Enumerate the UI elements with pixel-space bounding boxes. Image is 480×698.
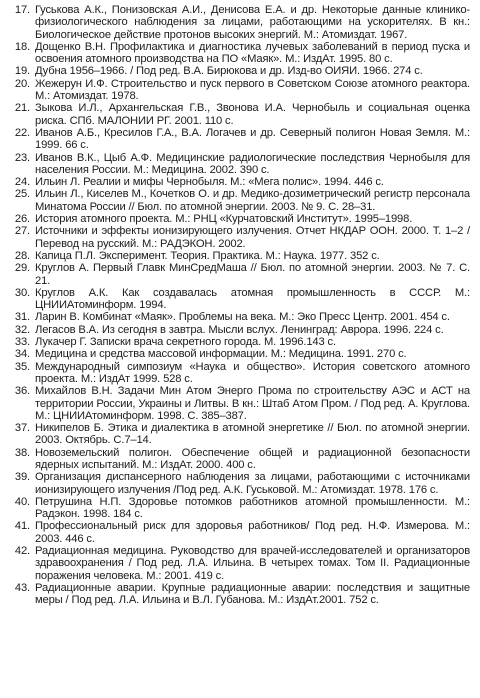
reference-text: Радиационная медицина. Руководство для врачей-исследователей и организаторов здравоохранения / Под ред. Л.А. Ильина. В четырех томах. Том II. Радиационные поражения человека. М.: 2001. 419 с.: [35, 545, 470, 582]
reference-item: [8, 4, 470, 41]
reference-item: [8, 422, 470, 447]
reference-item: [8, 496, 470, 521]
reference-number: 42.: [14, 545, 30, 558]
reference-number: 22.: [14, 126, 30, 139]
reference-item: [8, 336, 470, 348]
reference-text: Иванов В.К., Цыб А.Ф. Медицинские радиологические последствия Чернобыля для населения России. М.: Медицина. 2002. 390 с.: [35, 151, 470, 176]
reference-number: 35.: [14, 360, 30, 373]
reference-text: Жежерун И.Ф. Строительство и пуск первого в Советском Союзе атомного реактора. М.: Атомиздат. 1978.: [35, 77, 470, 103]
reference-text: Круглов А.К. Как создавалась атомная промышленность в СССР. М.: ЦНИИАтоминформ. 1994.: [35, 286, 470, 312]
reference-number: 36.: [14, 385, 30, 398]
reference-number: 29.: [14, 262, 30, 275]
reference-item: [8, 447, 470, 472]
reference-item: [8, 41, 470, 66]
reference-text: История атомного проекта. М.: РНЦ «Курчатовский Институт». 1995–1998.: [35, 213, 413, 226]
reference-item: [8, 385, 470, 422]
reference-item: [8, 250, 470, 262]
reference-item: [8, 348, 470, 360]
reference-number: 30.: [14, 286, 30, 299]
reference-text: Зыкова И.Л., Архангельская Г.В., Звонова И.А. Чернобыль и социальная оценка риска. СПб. МАЛОНИИ РГ. 2001. 110 с.: [35, 102, 470, 127]
reference-number: 31.: [14, 311, 30, 324]
reference-item: [8, 176, 470, 188]
reference-item: [8, 582, 470, 607]
reference-number: 24.: [14, 176, 30, 189]
reference-item: [8, 225, 470, 250]
reference-text: Источники и эффекты ионизирующего излучения. Отчет НКДАР ООН. 2000. Т. 1–2 / Перевод на русский. М.: РАДЭКОН. 2002.: [35, 225, 470, 250]
reference-item: [8, 287, 470, 312]
reference-number: 39.: [14, 471, 30, 484]
reference-number: 21.: [14, 102, 30, 115]
reference-text: Дощенко В.Н. Профилактика и диагностика лучевых заболеваний в период пуска и освоения атомного производства на ПО «Маяк». М.: ИздАт. 1995. 80 с.: [35, 40, 470, 66]
reference-text: Никипелов Б. Этика и диалектика в атомной энергетике // Бюл. по атомной энергии. 2003. Октябрь. С.7–14.: [35, 422, 470, 447]
reference-number: 33.: [14, 336, 30, 349]
reference-number: 41.: [14, 520, 30, 533]
reference-text: Радиационные аварии. Крупные радиационные аварии: последствия и защитные меры / Под ред. Л.А. Ильина и В.Л. Губанова. М.: ИздАт.2001. 752 с.: [35, 581, 470, 607]
reference-text: Капица П.Л. Эксперимент. Теория. Практика. М.: Наука. 1977. 352 с.: [35, 249, 380, 262]
reference-text: Петрушина Н.П. Здоровье потомков работников атомной промышленности. М.: Радэкон. 1998. 184 с.: [35, 495, 470, 521]
reference-text: Новоземельский полигон. Обеспечение общей и радиационной безопасности ядерных испытаний. М.: ИздАт. 2000. 400 с.: [35, 446, 470, 471]
reference-text: Дубна 1956–1966. / Под ред. В.А. Бирюкова и др. Изд-во ОИЯИ. 1966. 274 с.: [35, 65, 423, 78]
reference-text: Профессиональный риск для здоровья работников/ Под ред. Н.Ф. Измерова. М.: 2003. 446 с.: [35, 520, 470, 545]
reference-number: 28.: [14, 249, 30, 262]
reference-number: 18.: [14, 40, 30, 53]
reference-item: [8, 152, 470, 177]
reference-text: Иванов А.Б., Кресилов Г.А., В.А. Логачев и др. Северный полигон Новая Земля. М.: 1999. 66 с.: [35, 126, 470, 152]
reference-number: 27.: [14, 225, 30, 238]
reference-item: [8, 520, 470, 545]
reference-item: [8, 471, 470, 496]
reference-item: [8, 127, 470, 152]
reference-item: [8, 324, 470, 336]
reference-number: 43.: [14, 581, 30, 594]
reference-item: [8, 361, 470, 386]
reference-number: 23.: [14, 151, 30, 164]
reference-item: [8, 65, 470, 77]
reference-item: [8, 78, 470, 103]
reference-number: 40.: [14, 495, 30, 508]
reference-text: Международный симпозиум «Наука и общество». История советского атомного проекта. М.: ИздАт 1999. 528 с.: [35, 360, 470, 385]
reference-list: [8, 4, 470, 607]
reference-text: Легасов В.А. Из сегодня в завтра. Мысли вслух. Ленинград: Аврора. 1996. 224 с.: [35, 323, 444, 336]
reference-number: 32.: [14, 323, 30, 336]
reference-number: 37.: [14, 422, 30, 435]
reference-text: Михайлов В.Н. Задачи Мин Атом Энерго Прома по строительству АЭС и АСТ на территории России, Украины и Литвы. В кн.: Штаб Атом Пром. / Под ред. А. Круглова. М.: ЦНИИАтоминформ. 1998. С. 385–387.: [35, 385, 470, 422]
reference-number: 19.: [14, 65, 30, 78]
reference-text: Ларин В. Комбинат «Маяк». Проблемы на века. М.: Эко Пресс Центр. 2001. 454 с.: [35, 311, 450, 324]
reference-text: Медицина и средства массовой информации. М.: Медицина. 1991. 270 с.: [35, 348, 407, 361]
reference-text: Лукачер Г. Записки врача секретного города. М. 1996.143 с.: [35, 336, 336, 349]
reference-text: Организация диспансерного наблюдения за лицами, работающими с источниками ионизирующего излучения /Под ред. А.К. Гуськовой. М.: Атомиздат. 1978. 176 с.: [35, 471, 470, 496]
reference-item: [8, 262, 470, 287]
reference-item: [8, 102, 470, 127]
reference-text: Гуськова А.К., Понизовская А.И., Денисова Е.А. и др. Некоторые данные клинико-физиологического наблюдения за лицами, работающими на ускорителях. В кн.: Биологическое действие протонов высоких энергий. М.: Атомиздат. 1967.: [35, 4, 470, 41]
reference-item: [8, 311, 470, 323]
reference-text: Круглов А. Первый Главк МинСредМаша // Бюл. по атомной энергии. 2003. № 7. С. 21.: [35, 262, 470, 287]
reference-number: 26.: [14, 213, 30, 226]
reference-item: [8, 545, 470, 582]
reference-number: 17.: [14, 4, 30, 16]
reference-item: [8, 213, 470, 225]
reference-text: Ильин Л. Реалии и мифы Чернобыля. М.: «Мега полис». 1994. 446 с.: [35, 176, 384, 189]
reference-item: [8, 188, 470, 213]
reference-number: 20.: [14, 77, 30, 90]
reference-text: Ильин Л., Киселев М., Кочетков О. и др. Медико-дозиметрический регистр персонала Минатома России // Бюл. по атомной энергии. 2003. № 9. С. 28–31.: [35, 188, 470, 213]
reference-number: 34.: [14, 348, 30, 361]
reference-number: 38.: [14, 446, 30, 459]
reference-number: 25.: [14, 188, 30, 201]
